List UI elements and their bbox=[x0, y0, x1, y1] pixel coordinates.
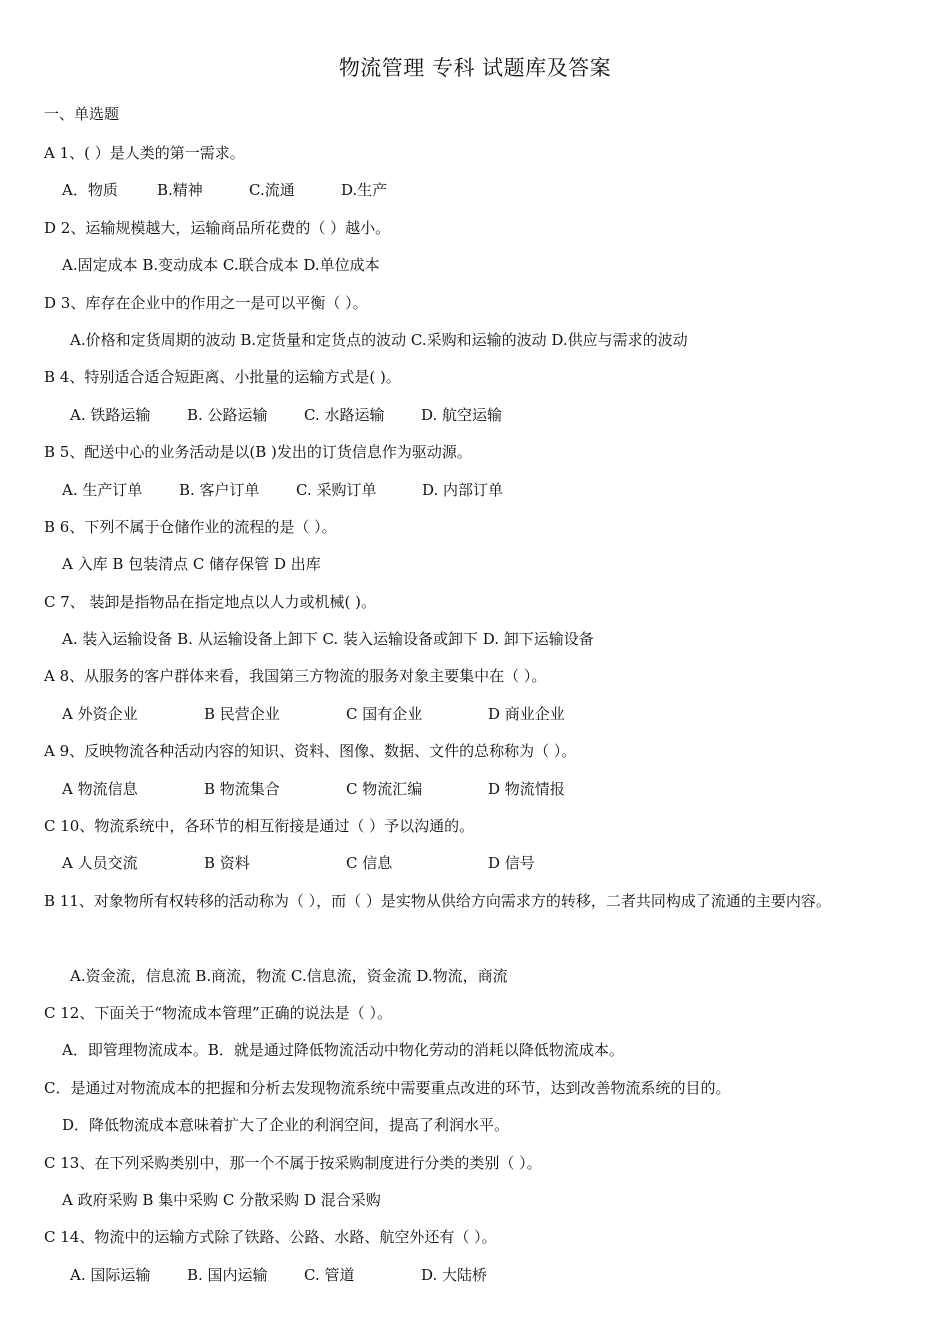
question-options bbox=[0, 402, 950, 439]
option: A 物流信息 bbox=[62, 779, 138, 798]
option: B 资料 bbox=[204, 854, 250, 873]
question-options bbox=[0, 701, 950, 738]
option: A 人员交流 bbox=[62, 854, 138, 873]
question-stem: B 11、对象物所有权转移的活动称为（ ），而（ ）是实物从供给方向需求方的转移，二者共同构成了流通的主要内容。 bbox=[44, 891, 831, 910]
question-stem: C 13、在下列采购类别中，那一个不属于按采购制度进行分类的类别（ ）。 bbox=[44, 1153, 542, 1172]
option: C 物流汇编 bbox=[346, 779, 423, 798]
option: C 国有企业 bbox=[346, 704, 423, 723]
option: B 民营企业 bbox=[204, 704, 280, 723]
question-options: A.资金流，信息流 B.商流，物流 C.信息流，资金流 D.物流，商流 bbox=[70, 966, 508, 985]
question-options: A 政府采购 B 集中采购 C 分散采购 D 混合采购 bbox=[62, 1190, 381, 1209]
question-stem: A 1、( ）是人类的第一需求。 bbox=[44, 144, 245, 162]
question-options bbox=[0, 477, 950, 514]
option: C.流通 bbox=[249, 181, 295, 200]
option: A．物质 bbox=[62, 181, 118, 200]
question-options bbox=[0, 177, 950, 214]
option: A 外资企业 bbox=[62, 704, 138, 723]
option: A. 生产订单 bbox=[62, 480, 143, 499]
option: B. 客户订单 bbox=[179, 480, 260, 499]
option: B 物流集合 bbox=[204, 779, 280, 798]
option: C. 采购订单 bbox=[296, 480, 377, 499]
option-paragraph: D．降低物流成本意味着扩大了企业的利润空间，提高了利润水平。 bbox=[62, 1116, 510, 1135]
question-options: A 入库 B 包装清点 C 储存保管 D 出库 bbox=[62, 555, 321, 574]
option: C 信息 bbox=[346, 854, 393, 873]
question-stem: C 14、物流中的运输方式除了铁路、公路、水路、航空外还有（ ）。 bbox=[44, 1228, 497, 1247]
question-list bbox=[0, 140, 950, 1299]
option: C. 管道 bbox=[304, 1265, 355, 1284]
option: A. 铁路运输 bbox=[70, 405, 151, 424]
question-stem: B 5、配送中心的业务活动是以(B )发出的订货信息作为驱动源。 bbox=[44, 443, 472, 462]
option-paragraph: A．即管理物流成本。B．就是通过降低物流活动中物化劳动的消耗以降低物流成本。 bbox=[62, 1041, 624, 1060]
question-stem: A 9、反映物流各种活动内容的知识、资料、图像、数据、文件的总称称为（ ）。 bbox=[44, 742, 577, 761]
option: D 商业企业 bbox=[488, 704, 565, 723]
option: D. 大陆桥 bbox=[421, 1265, 488, 1284]
question-stem: C 12、下面关于“物流成本管理”正确的说法是（ ）。 bbox=[44, 1004, 392, 1022]
question-stem: C 10、物流系统中，各环节的相互衔接是通过（ ）予以沟通的。 bbox=[44, 817, 475, 836]
section-heading: 一、单选题 bbox=[44, 105, 120, 123]
question-stem: A 8、从服务的客户群体来看，我国第三方物流的服务对象主要集中在（ ）。 bbox=[44, 667, 547, 686]
option: D. 航空运输 bbox=[421, 405, 503, 424]
question-options: A.固定成本 B.变动成本 C.联合成本 D.单位成本 bbox=[62, 256, 380, 275]
question-stem: D 2、运输规模越大，运输商品所花费的（ ）越小。 bbox=[44, 218, 391, 237]
question-options bbox=[0, 1262, 950, 1299]
question-options: A. 装入运输设备 B. 从运输设备上卸下 C. 装入运输设备或卸下 D. 卸下运输设备 bbox=[62, 630, 594, 649]
option: D 信号 bbox=[488, 854, 535, 873]
option: A. 国际运输 bbox=[70, 1265, 151, 1284]
option: D. 内部订单 bbox=[422, 480, 504, 499]
question-stem: B 4、特别适合适合短距离、小批量的运输方式是( )。 bbox=[44, 368, 401, 387]
document-title: 物流管理 专科 试题库及答案 bbox=[338, 56, 612, 80]
option: B. 公路运输 bbox=[187, 405, 268, 424]
option: D 物流情报 bbox=[488, 779, 565, 798]
question-stem: C 7、 装卸是指物品在指定地点以人力或机械( )。 bbox=[44, 592, 377, 611]
option: B. 国内运输 bbox=[187, 1265, 268, 1284]
question-stem: B 6、下列不属于仓储作业的流程的是（ ）。 bbox=[44, 517, 337, 536]
option-paragraph: C．是通过对物流成本的把握和分析去发现物流系统中需要重点改进的环节，达到改善物流系统的目的。 bbox=[44, 1078, 731, 1097]
option: B.精神 bbox=[157, 181, 203, 200]
option: C. 水路运输 bbox=[304, 405, 385, 424]
question-options: A.价格和定货周期的波动 B.定货量和定货点的波动 C.采购和运输的波动 D.供应与需求的波动 bbox=[70, 330, 688, 349]
question-stem: D 3、库存在企业中的作用之一是可以平衡（ ）。 bbox=[44, 293, 368, 312]
question-options bbox=[0, 776, 950, 813]
option: D.生产 bbox=[341, 181, 388, 200]
